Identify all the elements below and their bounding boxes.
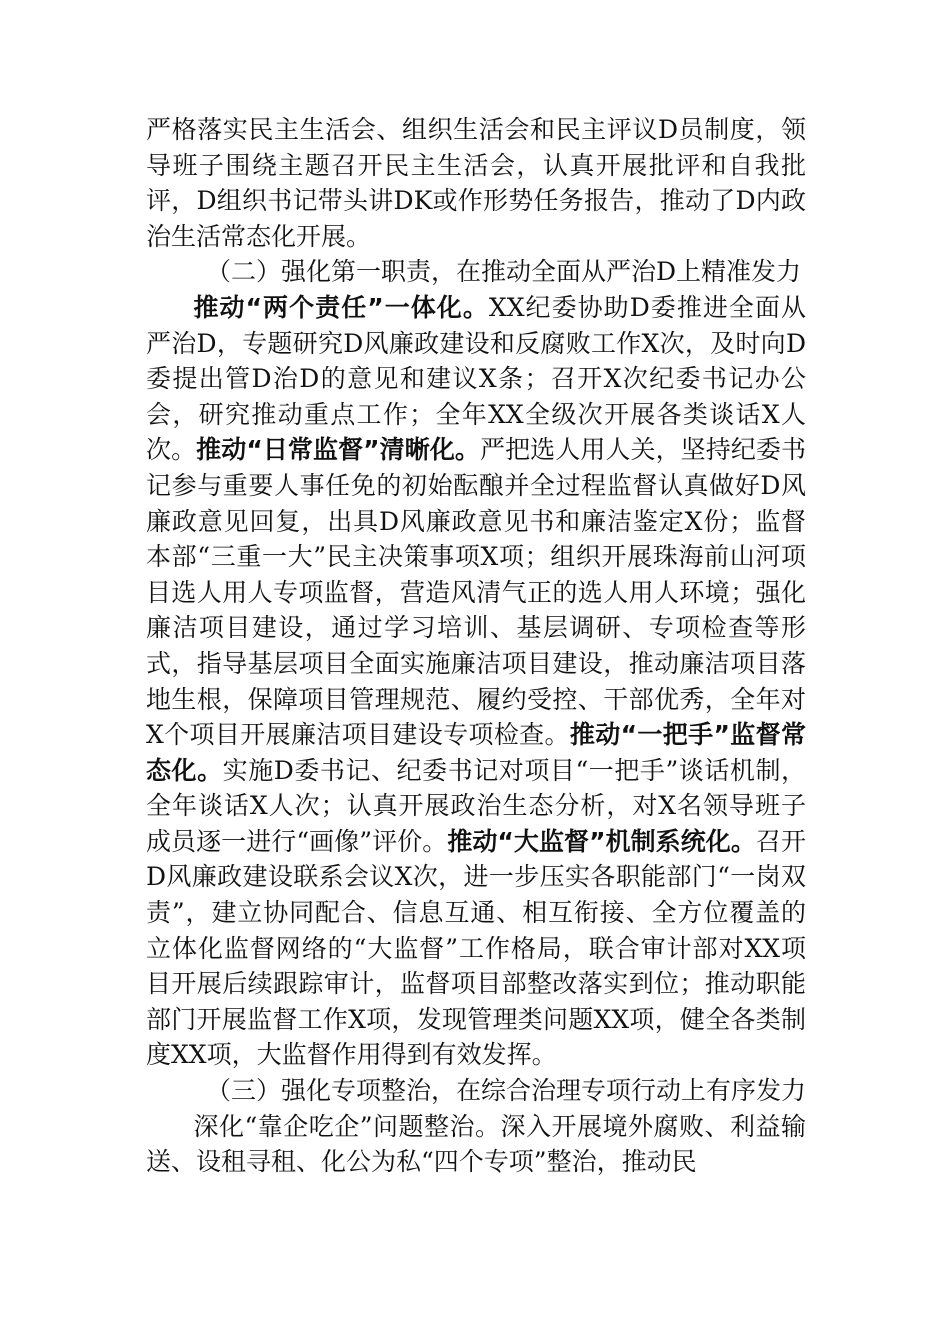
section-heading-2: （二）强化第一职责，在推动全面从严治D上精准发力 bbox=[206, 257, 802, 287]
paragraph-responsibility bbox=[146, 290, 806, 1073]
bold-lead-two-responsibilities: 推动“两个责任”一体化。 bbox=[193, 292, 489, 322]
text-top-leader: 实施D委书记、纪委书记对项目“一把手”谈话机制，全年谈话X人次；认真开展政治生态分析，对X名领导班子成员逐一进行“画像”评价。 bbox=[146, 755, 806, 856]
bold-lead-big-supervision: 推动“大监督”机制系统化。 bbox=[447, 826, 756, 856]
paragraph-special-rectification: 深化“靠企吃企”问题整治。深入开展境外腐败、利益输送、设租寻租、化公为私“四个专项”整治，推动民 bbox=[146, 1111, 806, 1177]
text-big-supervision: 召开D风廉政建设联系会议X次，进一步压实各职能部门“一岗双责”，建立协同配合、信息互通、相互衔接、全方位覆盖的立体化监督网络的“大监督”工作格局，联合审计部对XX项目开展后续跟踪审计，监督项目部整改落实到位；推动职能部门开展监督工作X项，发现管理类问题XX项，健全各类制度XX项，大监督作用得到有效发挥。 bbox=[146, 826, 806, 1070]
text-two-responsibilities: XX纪委协助D委推进全面从严治D，专题研究D风廉政建设和反腐败工作X次，及时向D委提出管D治D的意见和建议X条；召开X次纪委书记办公会，研究推动重点工作；全年XX全级次开展各类谈话X人次。 bbox=[146, 292, 807, 465]
document-body bbox=[146, 112, 806, 1180]
bold-lead-top-leader: 推动“一把手”监督常态化。 bbox=[146, 720, 806, 785]
bold-lead-daily-supervision: 推动“日常监督”清晰化。 bbox=[196, 435, 481, 465]
section-heading-3: （三）强化专项整治，在综合治理专项行动上有序发力 bbox=[206, 1076, 807, 1106]
paragraph-party-life: 严格落实民主生活会、组织生活会和民主评议D员制度，领导班子围绕主题召开民主生活会，认真开展批评和自我批评，D组织书记带头讲DK或作形势任务报告，推动了D内政治生活常态化开展。 bbox=[146, 115, 806, 251]
text-daily-supervision: 严把选人用人关，坚持纪委书记参与重要人事任免的初始酝酿并全过程监督认真做好D风廉政意见回复，出具D风廉政意见书和廉洁鉴定X份；监督本部“三重一大”民主决策事项X项；组织开展珠海前山河项目选人用人专项监督，营造风清气正的选人用人环境；强化廉洁项目建设，通过学习培训、基层调研、专项检查等形式，指导基层项目全面实施廉洁项目建设，推动廉洁项目落地生根，保障项目管理规范、履约受控、干部优秀，全年对X个项目开展廉洁项目建设专项检查。 bbox=[146, 435, 806, 750]
